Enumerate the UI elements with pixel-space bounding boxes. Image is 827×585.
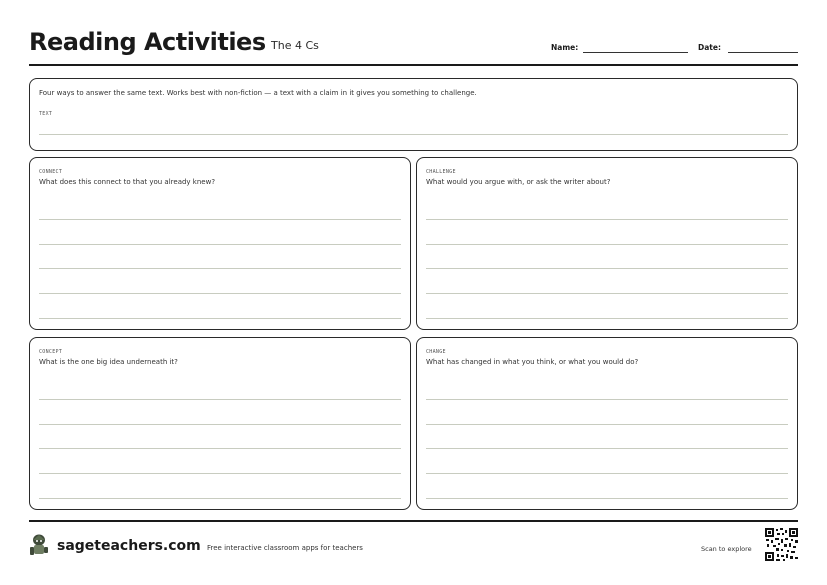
- write-line[interactable]: [39, 448, 401, 449]
- write-line[interactable]: [426, 293, 788, 294]
- write-line[interactable]: [426, 498, 788, 499]
- qr-code-icon[interactable]: [765, 528, 798, 561]
- name-label: Name:: [551, 43, 579, 52]
- write-line[interactable]: [39, 318, 401, 319]
- connect-prompt: What does this connect to that you already knew?: [39, 178, 216, 186]
- challenge-box: [416, 157, 798, 330]
- connect-label: CONNECT: [39, 169, 63, 175]
- write-line[interactable]: [39, 424, 401, 425]
- write-line[interactable]: [39, 498, 401, 499]
- concept-box: [29, 337, 411, 510]
- connect-box: [29, 157, 411, 330]
- change-box: [416, 337, 798, 510]
- intro-instructions: Four ways to answer the same text. Works best with non-fiction — a text with a claim in it gives you something to challenge.: [39, 89, 477, 97]
- change-prompt: What has changed in what you think, or what you would do?: [426, 358, 639, 366]
- write-line[interactable]: [426, 424, 788, 425]
- brand-tagline: Free interactive classroom apps for teachers: [207, 544, 363, 552]
- write-line[interactable]: [426, 448, 788, 449]
- write-line[interactable]: [426, 399, 788, 400]
- write-line[interactable]: [426, 473, 788, 474]
- change-label: CHANGE: [426, 349, 446, 355]
- text-label: TEXT: [39, 111, 53, 117]
- brand-name: sageteachers.com: [57, 538, 201, 554]
- write-line[interactable]: [39, 293, 401, 294]
- challenge-prompt: What would you argue with, or ask the writer about?: [426, 178, 611, 186]
- write-line[interactable]: [39, 244, 401, 245]
- name-write-line[interactable]: [583, 52, 688, 53]
- intro-box: [29, 78, 798, 151]
- write-line[interactable]: [39, 399, 401, 400]
- footer-divider: [29, 520, 798, 522]
- name-field[interactable]: [551, 43, 578, 52]
- scan-text: Scan to explore: [701, 545, 752, 553]
- text-write-line[interactable]: [39, 134, 788, 135]
- write-line[interactable]: [426, 244, 788, 245]
- write-line[interactable]: [426, 318, 788, 319]
- write-line[interactable]: [39, 473, 401, 474]
- date-label: Date:: [698, 43, 721, 52]
- worksheet-title: Reading Activities: [29, 28, 266, 56]
- sage-teacher-logo-icon: [29, 533, 49, 557]
- worksheet-subtitle: The 4 Cs: [271, 39, 319, 52]
- date-field[interactable]: [698, 43, 721, 52]
- concept-label: CONCEPT: [39, 349, 63, 355]
- header-divider: [29, 64, 798, 66]
- write-line[interactable]: [39, 219, 401, 220]
- challenge-label: CHALLENGE: [426, 169, 456, 175]
- date-write-line[interactable]: [728, 52, 798, 53]
- write-line[interactable]: [39, 268, 401, 269]
- write-line[interactable]: [426, 219, 788, 220]
- write-line[interactable]: [426, 268, 788, 269]
- concept-prompt: What is the one big idea underneath it?: [39, 358, 178, 366]
- worksheet-header: [29, 28, 798, 65]
